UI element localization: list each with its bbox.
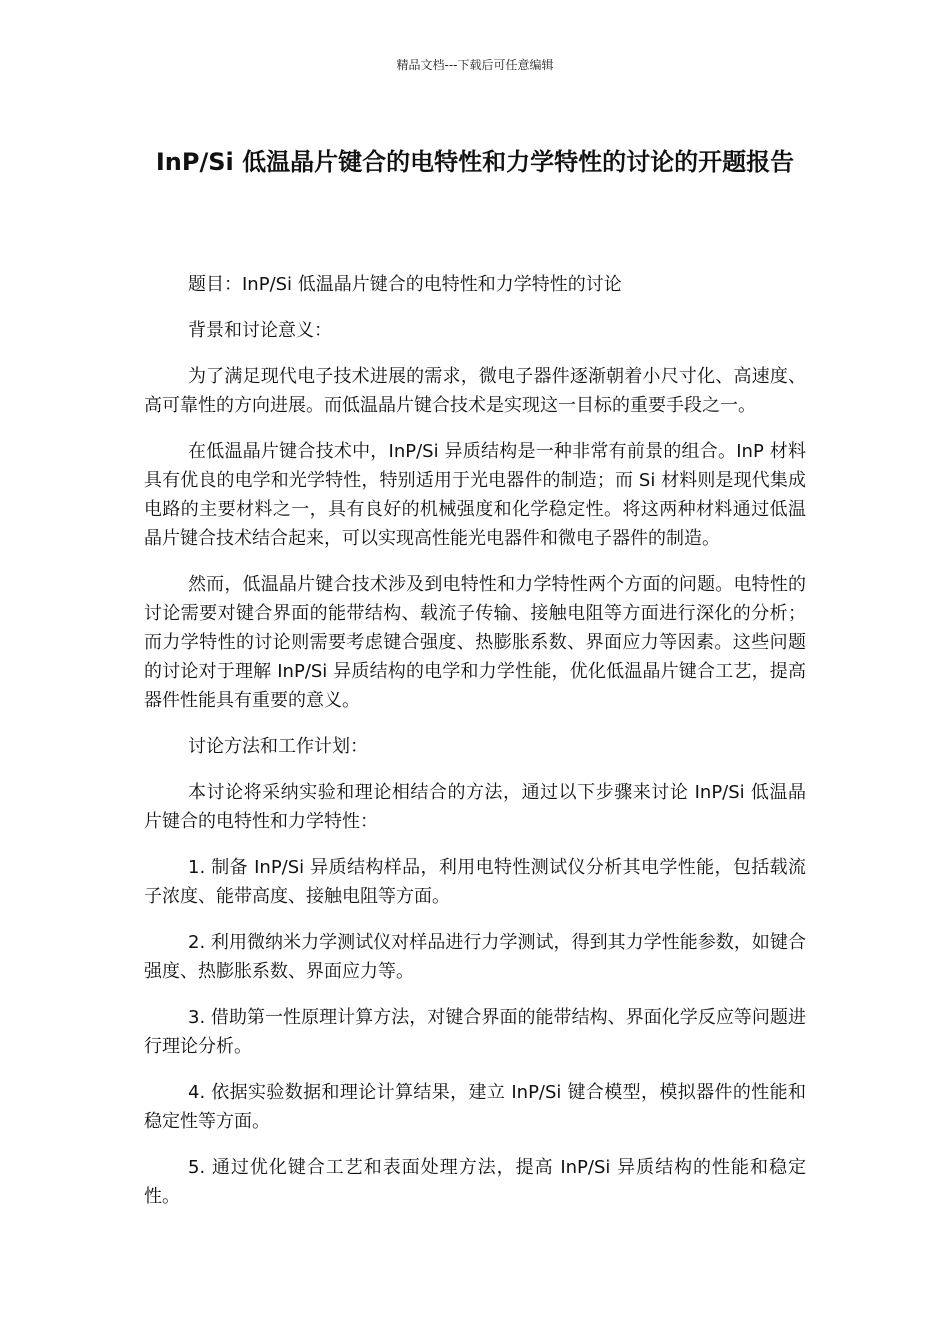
paragraph-background-1: 为了满足现代电子技术进展的需求，微电子器件逐渐朝着小尺寸化、高速度、高可靠性的方向进展。而低温晶片键合技术是实现这一目标的重要手段之一。	[144, 366, 806, 416]
paragraph-step-2: 2. 利用微纳米力学测试仪对样品进行力学测试，得到其力学性能参数，如键合强度、热膨胀系数、界面应力等。	[144, 932, 806, 982]
document-title: InP/Si 低温晶片键合的电特性和力学特性的讨论的开题报告	[155, 148, 795, 176]
paragraph-methods-intro: 本讨论将采纳实验和理论相结合的方法，通过以下步骤来讨论 InP/Si 低温晶片键合的电特性和力学特性：	[144, 782, 806, 832]
paragraph-topic: 题目：InP/Si 低温晶片键合的电特性和力学特性的讨论	[188, 274, 622, 295]
paragraph-step-3: 3. 借助第一性原理计算方法，对键合界面的能带结构、界面化学反应等问题进行理论分析。	[144, 1007, 806, 1057]
paragraph-methods-heading: 讨论方法和工作计划：	[188, 736, 368, 757]
paragraph-step-5: 5. 通过优化键合工艺和表面处理方法，提高 InP/Si 异质结构的性能和稳定性。	[144, 1157, 806, 1207]
paragraph-background-2: 在低温晶片键合技术中，InP/Si 异质结构是一种非常有前景的组合。InP 材料具有优良的电学和光学特性，特别适用于光电器件的制造；而 Si 材料则是现代集成电路的主要材料之一，具有良好的机械强度和化学稳定性。将这两种材料通过低温晶片键合技术结合起来，可以实现高性能光电器件和微电子器件的制造。	[144, 441, 806, 549]
page-header-watermark: 精品文档---下载后可任意编辑	[396, 58, 554, 72]
document-body	[144, 270, 806, 1228]
paragraph-background-heading: 背景和讨论意义：	[188, 320, 332, 341]
paragraph-background-3: 然而，低温晶片键合技术涉及到电特性和力学特性两个方面的问题。电特性的讨论需要对键合界面的能带结构、载流子传输、接触电阻等方面进行深化的分析；而力学特性的讨论则需要考虑键合强度、热膨胀系数、界面应力等因素。这些问题的讨论对于理解 InP/Si 异质结构的电学和力学性能，优化低温晶片键合工艺，提高器件性能具有重要的意义。	[144, 574, 806, 711]
paragraph-step-1: 1. 制备 InP/Si 异质结构样品，利用电特性测试仪分析其电学性能，包括载流子浓度、能带高度、接触电阻等方面。	[144, 857, 806, 907]
paragraph-step-4: 4. 依据实验数据和理论计算结果，建立 InP/Si 键合模型，模拟器件的性能和稳定性等方面。	[144, 1082, 806, 1132]
